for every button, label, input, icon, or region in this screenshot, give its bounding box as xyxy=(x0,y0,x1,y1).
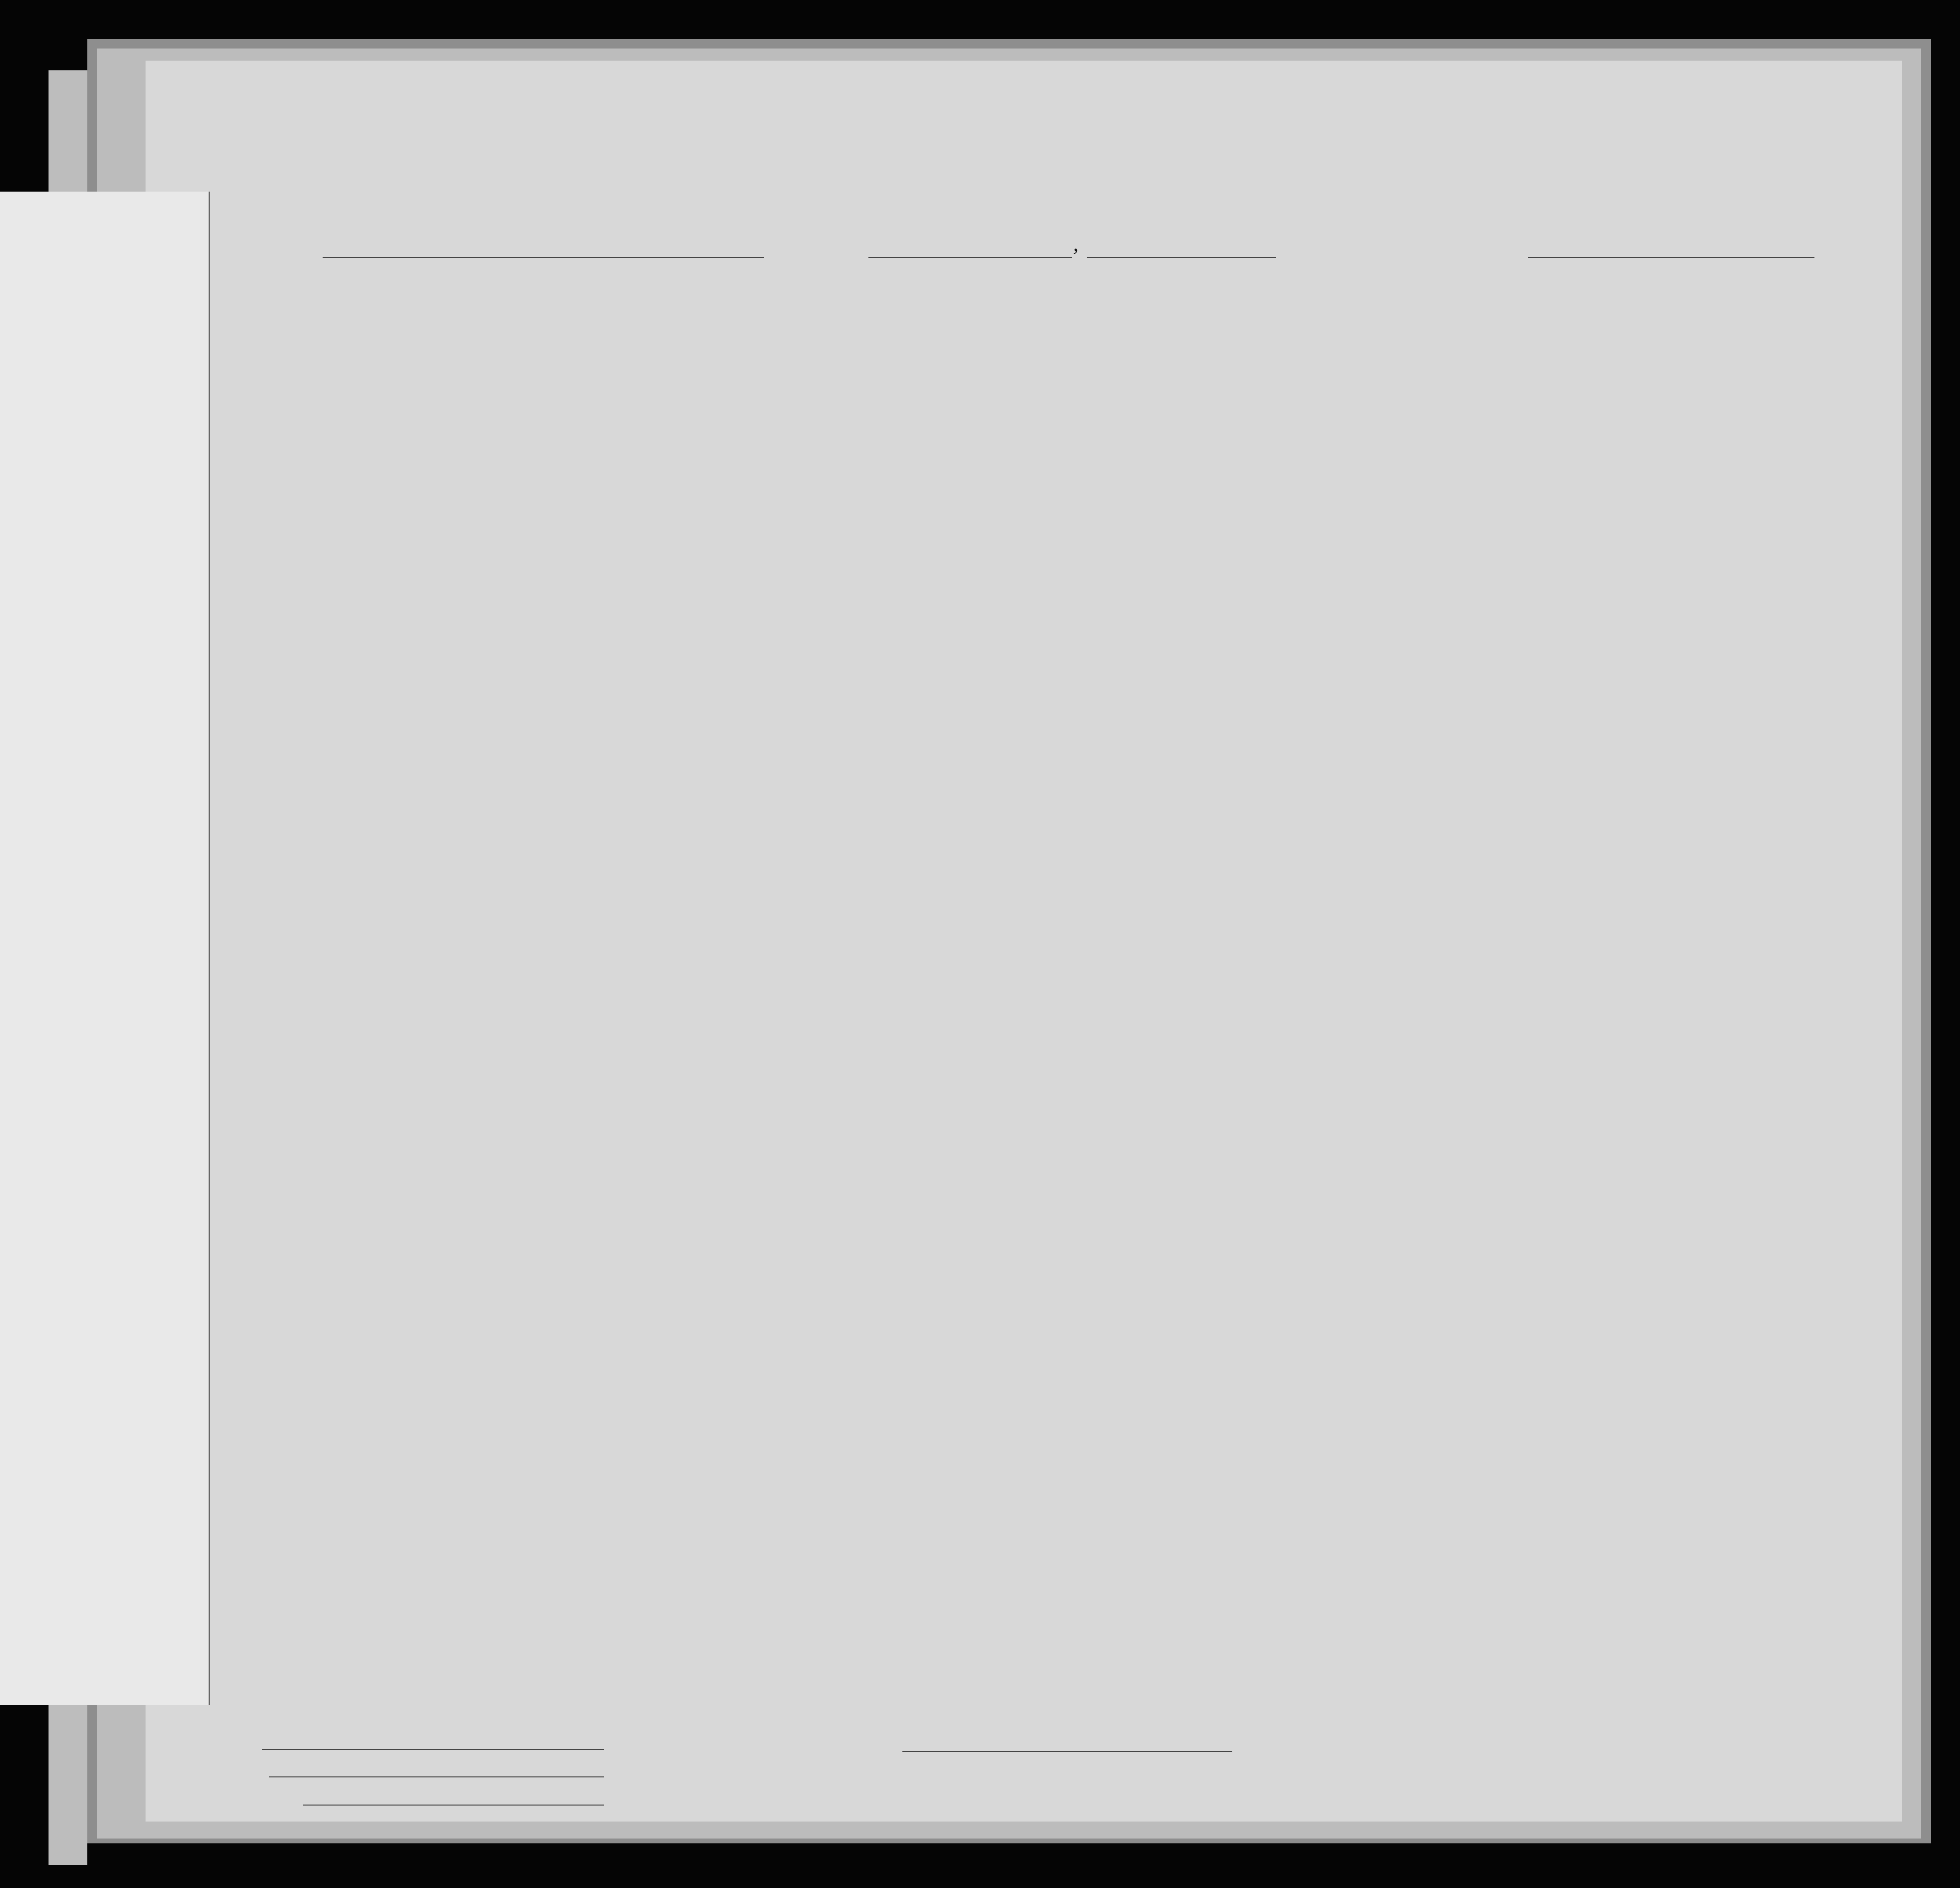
left-flap-slip xyxy=(0,192,210,1705)
col7-header xyxy=(1106,286,1215,296)
sheet-number xyxy=(1737,99,1747,114)
table-grid xyxy=(146,61,1902,1822)
col13-header xyxy=(1557,286,1606,306)
comma: , xyxy=(1073,232,1078,256)
col14-header xyxy=(1606,286,1654,306)
col10-header xyxy=(1320,286,1366,306)
col4-header xyxy=(706,286,798,289)
col15-header xyxy=(1657,286,1783,300)
col3-header xyxy=(611,286,703,296)
col9-header xyxy=(1276,286,1320,306)
col12-header xyxy=(1463,286,1557,306)
col6-header xyxy=(931,286,1104,306)
manifest-sheet xyxy=(146,61,1902,1822)
col11-header xyxy=(1366,286,1463,306)
col2-header xyxy=(247,286,606,303)
col5-header xyxy=(800,286,931,306)
col8-header xyxy=(1218,286,1276,296)
